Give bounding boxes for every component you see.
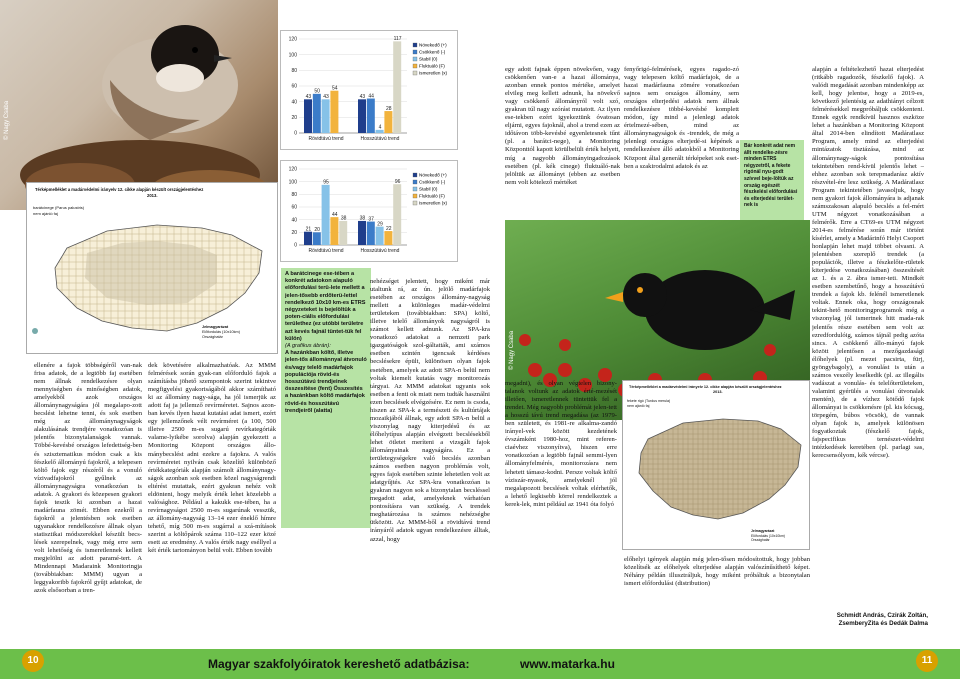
map-grid-label: nem ajánló faj [627,404,650,408]
footer-link[interactable]: www.matarka.hu [520,657,615,671]
category-label: Hosszútávú trend [360,248,400,254]
y-tick-label: 80 [291,68,297,75]
legend-swatch [413,187,417,191]
bar-value-label: 21 [305,226,312,233]
right-lower-col-1: nehézséget jelentett, hogy miként már utaltunk rá, az ún. jelölő madárfajok esetében az országos állomány-nagyság mellett a különleges madár-védelmi területeken (továbbiakban: SPA) költő, illetve telelő állományok nagyságról is számot kellett adnunk. Az SPA-kra vonatkozó adatokat a nemzeti park igazgatóságok szol-gáltatták, ami számos esetben szintén igencsak kérdéses becslésekre épült, különösen olyan fajok esetében, amelyek az adott SPA-n belül nem voltak kiemelt kutatás vagy monitorozás tárgyai. Az MMM adatokat ugyanis sok esetben a fenti ok miatt nem tudták használni ezen becslések elvégzésére. Ez nem is csoda, hiszen az SPA-k a természeti és kultúrtájak mozaikjából állnak, egy adott SPA-n belül a viszonylag nagy kiterjedésű és az élőhelytípus alapján elvégzett becslésekből lehet ötletet meríteni a vizsgált fajok állományainak nagyságára. Ez a területegységekre való becslés azonban számos esetben nagyon problémás volt, egyes fajok esetében szinte lehetetlen volt az adatgyűjtés. Az SPA-kra vonatkozóan is gyakran nagyon sok a bizonytalan becsléssel megadott adat, amelyeknek várhatóan pontosításra van szükség. A trendek meghatározása is számos nehézségbe ütközött. Az MMM-ből a rövidtávú trend irányáról adatok ugyan rendelkezésre álltak, azzal, hogy [370,278,490,543]
bar-value-label: 28 [386,105,392,112]
authors: Schmidt András, Czirák Zoltán, ZsemberyZita és Dedák Dalma [836,612,928,627]
page-number-left: 10 [22,650,44,672]
right-col-2: fenyőrigó-felmérések, egyes ragado-zó vagy telepesen költő madárfajok, de a hazai madárfauna zömére vonatkozóan sajnos sem országos állomány, sem országos elterjedési adatok nem állnak rendelkezésre többé-kevésbé komplett módon, így mind a jelenlegi adatok értelmezé-sében, mind az állománynagyságok és -trendek, de még a jelenlegi országos elterjedé-si képének a rendelkezésre álló adatokból a Monitoring Központ által generált térképeket sok eset-ben a szakirodalmi adatok és az [624,66,739,170]
bar [367,99,375,133]
map-grid-label: nem ajánló faj [33,211,58,216]
y-tick-label: 100 [288,52,297,59]
bar-value-label: 43 [359,94,366,101]
legend-label: Növekedő (+) [419,172,447,178]
legend-label: Stabil (0) [419,186,438,192]
trend-chart-1 [280,30,458,150]
bar [393,184,401,245]
category-label: Rövidtávú trend [308,248,344,254]
page-number-right: 11 [916,650,938,672]
y-tick-label: 120 [288,36,297,43]
left-col-2: dek követésére alkalmazhatóak. Az MMM felmérések során gyak-ran előforduló fajok a számításba jöhető szempontok szerint tekintve megfigyelési gyakoriságából akkor számítható ki az állomány nagy-sága, ha jól ismerjük az adott faj ja jellemző revírméretet. Sajnos azon-ban kevés ilyen hazai kutatási adat ismert, ezért egy jellemzőnek vélt revírméret (a 100, 500 illetve 2500 m-es sugarú revírkategóriák valame-lyikébe sorolva) alapján gyekezett a Monitoring Központ országos állo-mánybecslést adni ezekre a fajokra. A valós revírméretet nyilván csak közelítő különböző értékkategóriák alapján számolt állománynagy-ságok azonban sok esetben közel nagyságrendi eltérést mutattak, ezért gyakran nehéz volt eldönteni, hogy melyik érték lehet közelebb a valósághoz. Például a kakukk ese-tében, ha a revírnagyságot 2500 m-es sugarúnak vesszük, az állomány-nagyság 13–14 ezer éneklő hímre tehető, míg 500 m-es sugárral a szá-mítások szerint a költőpárok száma 110–122 ezer közé esett az eredmény. A valós érték nagy eséllyel a két érték tartományon belül volt. Ebben tovább [148,362,276,555]
footer-text: Magyar szakfolyóiratok kereshető adatbázisa: [208,657,470,671]
map-legend-item: Országhatár [202,335,223,339]
map-year: 2013. [147,193,158,198]
y-tick-label: 120 [288,166,297,173]
legend-swatch [413,71,417,75]
legend-label: Stabil (0) [419,56,438,62]
legend-swatch [413,201,417,205]
bar [313,94,321,133]
map-legend [202,325,240,340]
bar-value-label: 44 [332,211,338,218]
bar [304,232,312,245]
chart-1-svg [281,31,458,150]
category-label: Rövidtávú trend [308,136,344,142]
bar [330,217,338,245]
map-legend [751,529,785,543]
y-tick-label: 60 [291,204,297,211]
bar-value-label: 95 [323,179,329,186]
legend-label: Növekedő (+) [419,42,447,48]
legend-swatch [413,43,417,47]
chart-2-svg [281,161,458,262]
map-legend-item: Előfordulás (10x10km) [202,330,240,334]
trend-chart-2 [280,160,458,262]
right-distribution-map [622,380,810,550]
bar [384,111,392,133]
map-legend-title: Jelmagyarázat [751,529,775,533]
map-title: Térképmelléklet a madárvédelmi irányelv 12. cikke alapján készült országjelentéshez [629,385,782,389]
bar [313,232,321,245]
legend-swatch [413,180,417,184]
legend-swatch [413,64,417,68]
right-col-3: alapján a feltételezhető hazai elterjedést (ritkább ragadozók, fészkelő fajok). A valódi megadását azonban mindenképp az kell, hogy jelentse, hogy a 2019-es, következő jelentésig az adathiányt célzott felmérésekkel megpróbáljuk csökkenteni. Ennek egyik rendkívül hasznos eszköze lehet a hazánkban a Monitoring Központ által 2014-ben elindított Madáratlasz Program, amely mind az elterjedési mintázatok tisztázása, mind az állománynagy-ságok pontosítása tekintetében rend-kívül jelentős lehet – ehhez azonban sok terepmadarász aktív részvétel-ére lesz szükség. A Madáratlasz Program tekintetében javasoljuk, hogy nem gyakori fajok állományára is adjanak számszakosan alapuló becslés a fel-mért UTM négyzet vonatkozásában a felmérők. Erre a CT69-es UTM négyzet 2014-es felmérése során már történt kísérlet, amely a Madárinfó Helyi Csoport honlapján lehet majd többet olvasni. A jelentésben szereplő trendek (a populációk, illetve a fészkelőte-rületek kiterjedése vonatkozásában) összesítését az 1. és a 2. ábra ismer-teti. Mindkét esetben szembetűnő, hogy a hosszútávú trendek a fajok kb. felénél ismeretlenek voltak. Ennek oka, hogy országosnak tekint-hető monitoringprogramok még a viszonylag jól ismertnek hitt mada-rak jelentős része esetében sem volt az ezredfordulóig, számos tájnál pedig azóta sincs. A csökkenő állo-mányú fajok között jelentősen a mezőgazdasági élőhelyek (pl. mezei pacsirta, fürj, gyöngybagoly), a vonulást is után a számos veszély leselkedik (pl. az illegális vadászat a vonulás- és telelőterületeken, valamint gyérülés a vonulási útvonalak mentén), de a vízhez kötődő fajok állományai is csökkenésre (pl. kis kócsag, törpegém, búbos vöcsök), de vannak olyan fajok is, amelyek különösen fogyatkoztak (fészkelő fajok, fajspecifikus ternészet-védelmi intézkedések keretében (pl. parlagi sas, kerecsensólyom, kék vércse). [812,66,924,460]
bar-value-label: 44 [368,93,374,100]
bar-value-label: 117 [393,36,402,43]
legend-swatch [413,57,417,61]
legend-swatch [413,173,417,177]
y-tick-label: 40 [291,217,297,224]
bar-value-label: 43 [323,94,329,101]
map-species: fekete rigó (Turdus merula) [627,399,671,403]
bar [384,231,392,245]
info-box-left [281,268,371,528]
legend-label: Fluktuáló (F) [419,63,445,69]
bar-value-label: 29 [377,221,383,228]
photo-credit: © Nagy Csaba [509,330,515,370]
y-tick-label: 0 [294,242,297,249]
legend-swatch [413,50,417,54]
bar-value-label: 37 [368,216,374,223]
bar-value-label: 38 [340,215,347,222]
legend-label: Ismeretlen (x) [419,70,448,76]
info-box-text2: A hazánkban költő, illetve jelen-tős állománnyal átvonuló és/vagy telelő madárfajok populációja rövid-és hosszútávú trendjeinek összesítése (fent) Összesítés a hazánkban költő madárfajok rövid-és hosszútávú trendjeiről (alatta) [285,350,367,414]
photo-credit: © Nagy Csaba [4,100,10,140]
bar [358,99,366,133]
right-lower-col-3: előhelyi igények alapján még jelen-tősen módosítottuk, hogy jobban közelítsék az előhelyek elterjedése alapján valószínűsíthető képet. Néhány példán illusztráljuk, hogy miként próbáltuk a bizonytalan ismert előfordulási (distribution) [624,556,810,588]
map-species: barátcinege (Parus palustris) [33,205,85,210]
y-tick-label: 20 [291,230,297,237]
info-box-text: A barátcinege ese-tében a konkrét adatokon alapuló előfordulási terü-lete mellett a jelen-tősebb erdőterü-lettel rendelkező 10x10 km-es ETRS négyzeteket is bejelöltük a poten-ciális előfordulási területhez (ez utóbbi területre azt kevés fajnál tüntet-tük fel külön) [285,271,366,342]
bar-value-label: 43 [305,94,312,101]
right-lower-col-2: megadni), és olyan végtelen bizony-talanok voltunk az adatok érté-mezését illetően, ismeretlennek tüntettük fel a trendet. Még nagyobb problémát jelen-tett a hosszú távú trend megadása (az 1979-ben született, és 1981-re alkalma-zandó irányel-vek között kezdetének évszámként 1980-hoz, mint referen-ciaévhez viszonyítva), hiszen erre vonatkozóan a legtöbb fajnál semmi-lyen állományfelmérés, monitorozásra nem lehetett támasz-kodni. Persze voltak költő víziszár-nyasok, amelyeknél jól megalapozott becslések voltak elérhetők, a lehető legkisebb körrel rendelkeztek a kerek-lek, mint például az 1941 óta folyó [505,380,617,508]
bar-value-label: 22 [386,225,392,232]
bar [367,222,375,245]
bar [376,227,384,245]
y-tick-label: 100 [288,179,297,186]
legend-label: Csökkenő (-) [419,49,446,55]
bar [330,91,338,133]
legend-label: Fluktuáló (F) [419,193,445,199]
map-title: Térképmelléklet a madárvédelmi irányelv 12. cikke alapján készült országjelentéshez [35,187,204,192]
bar-value-label: 54 [332,85,338,92]
info-box-right-text: Bár konkrét adat nem állt rendelke-zésre minden ETRS négyzetről, a fekete rigónál nyu-godt szívvel beje-löltük az ország egészét fészkelési előfordulási és elterjedési terület-nek is [744,143,798,209]
bar [339,221,347,245]
bar [304,99,312,133]
info-box-italic: (A grafikus ábrán): [285,343,331,350]
y-tick-label: 60 [291,83,297,90]
bar-value-label: 38 [359,215,366,222]
map-legend-item: Előfordulás (10x10km) [751,533,785,538]
y-tick-label: 80 [291,192,297,199]
bar-value-label: 20 [314,227,320,234]
footer-bar [0,649,960,679]
map-legend-title: Jelmagyarázat [202,325,229,329]
willow-tit-photo [0,0,278,210]
map-year: 2013. [713,390,723,394]
legend-label: Csökkenő (-) [419,179,446,185]
y-tick-label: 20 [291,115,297,122]
bar-value-label: 50 [314,88,320,95]
y-tick-label: 40 [291,99,297,106]
bar [322,185,330,245]
map-legend-item: Országhatár [751,538,770,542]
left-distribution-map [26,182,278,354]
legend-swatch [413,194,417,198]
bar [393,41,401,133]
bar [322,99,330,133]
legend-label: Ismeretlen (x) [419,200,448,206]
category-label: Hosszútávú trend [360,136,400,142]
left-col-1: ellenére a fajok többségéről van-nak friss adatok, de a legtöbb faj esetében nem állnak rendelkezésre olyan mennyiségben és minőségben adatok, amelyekből azok országos állománynagyságára jól megalapo-zott becslést lehetne tenni, és sok esetben még az állománynagyságok alakulásának trendjére vonatkozóan is jelentős bizonytalanságok vannak. Többé-kevésbé országos lefedettség-ben és szisztematikus módon csak a kis fészkelő állományú fajokról, a telepesen költő fajok egy részéről és a vonuló vízivadfajokról gyűlnek az állománynagyságra vonatkozóan is adatok. A gyakori és közepesen gyakori fajok teszik ki azonban a hazai madárfauna zömét. Ebben ezekről a fajokról a jelentésben sok esetben ugyanakkor rendelkezésre állnak olyan statisztikai módszerekkel készült becs-lések szerepelnek, vagy még erre sem volt lehetőség és ismeretlennek kellett megjelölni az adott paramé-tert. A Mindennapi Madaraink Monitoringja (továbbiakban: MMM) ugyan a leggyakoribb fajokról gyűjt adatokat, de azok elsősorban a tren- [34,362,142,595]
bar-value-label: 96 [394,179,401,185]
bar-value-label: 4 [378,124,382,131]
right-col-1: egy adott fajnak éppen növekvően, vagy csökkenően van-e a hazai állománya, azonban ennek pontos mértéke, amelyet elvileg meg kellett adnunk, ha növekvő vagy csökkenő állományról volt szó, gyakran túl nagy szórást mutatott. Az ilyen ese-tekben ezért igyekeztünk óvatosan eljárni, egyes fajoknál, ahol a trend ezen az időtávon több-kevésbé egyenletesnek tűnt (pl. a barátci-nege), a Monitoring Központtól kapott körülbelüli érték helyett, míg a nagyobb állományingadozások esetében (pl. kék cinege) fluktuáló-nak jelöltük az állományt (ebben az esetben nem volt kötelező mértéket [505,66,620,186]
y-tick-label: 0 [294,130,297,137]
bar [358,221,366,245]
